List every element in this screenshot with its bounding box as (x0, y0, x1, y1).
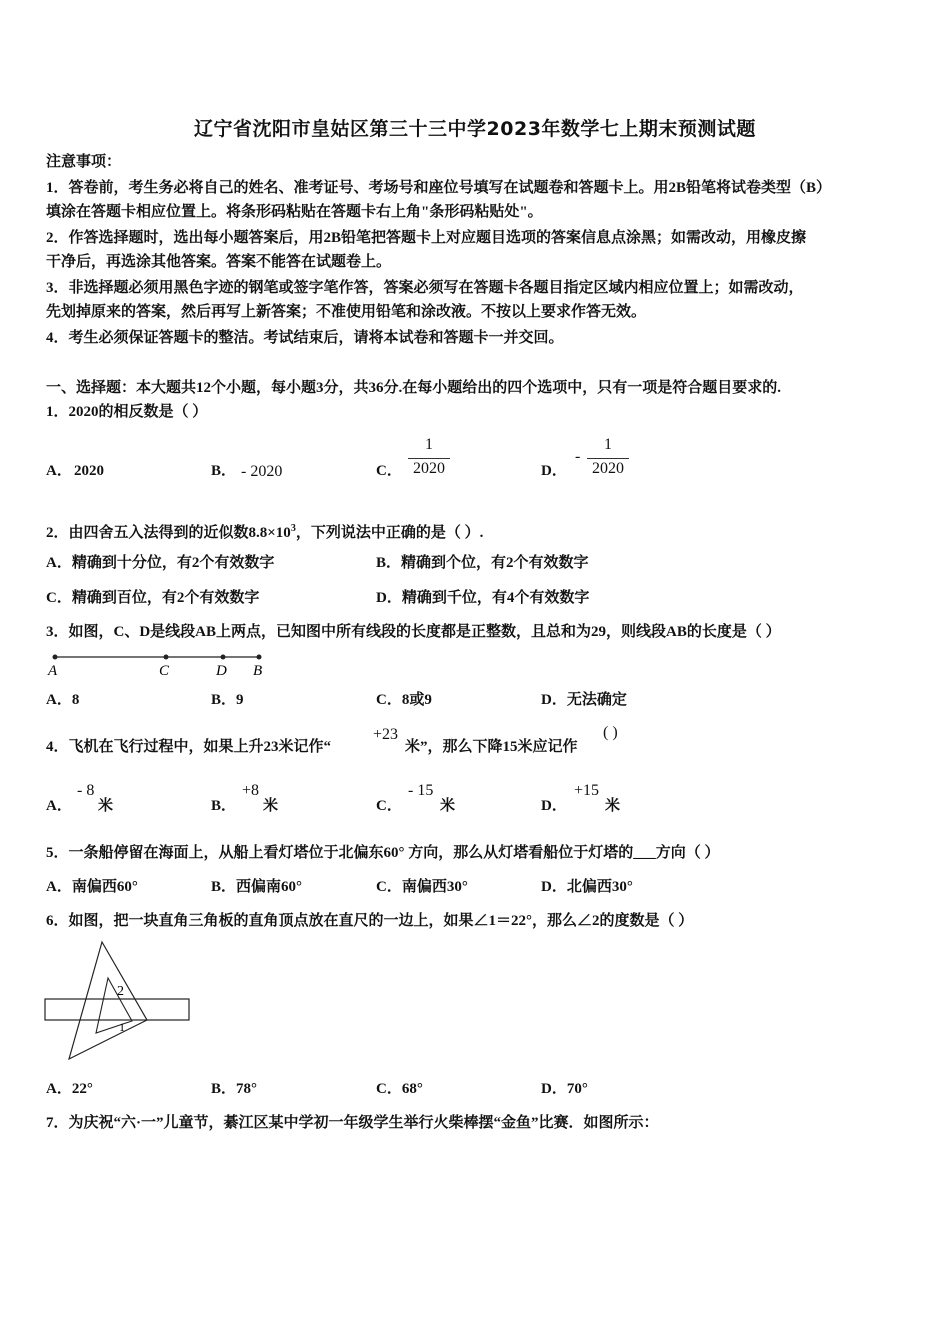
question-7-stem: 7．为庆祝“六·一”儿童节，綦江区某中学初一年级学生举行火柴棒摆“金鱼”比赛．如图所示： (46, 1115, 659, 1131)
q3-option-c: C．8或9 (376, 692, 432, 708)
fraction-denominator: 2020 (592, 460, 624, 477)
q4-option-b-unit: 米 (263, 798, 279, 814)
q2-option-a: A．精确到十分位，有2个有效数字 (46, 555, 275, 571)
notice-line: 2．作答选择题时，选出每小题答案后，用2B铅笔把答题卡上对应题目选项的答案信息点涂黑；如需改动，用橡皮擦 (46, 230, 807, 246)
triangle-inner (96, 978, 132, 1033)
ruler (45, 999, 189, 1020)
q5-option-d: D．北偏西30° (541, 879, 633, 895)
q3-option-a: A．8 (46, 692, 80, 708)
q2-option-c: C．精确到百位，有2个有效数字 (46, 590, 260, 606)
notice-line: 3．非选择题必须用黑色字迹的钢笔或签字笔作答，答案必须写在答题卡各题目指定区域内相应位置上；如需改动， (46, 280, 804, 296)
question-1-stem: 1．2020的相反数是（ ） (46, 404, 208, 420)
q4-option-c-label: C． (376, 798, 402, 814)
q3-line-segment-figure (44, 650, 274, 680)
q6-option-c: C．68° (376, 1081, 423, 1097)
triangle-outer (69, 942, 147, 1059)
q4-stem-post: 米”，那么下降15米应记作 (405, 739, 578, 755)
q4-option-c-unit: 米 (440, 798, 456, 814)
q2-stem-post: ，下列说法中正确的是（ ）. (295, 525, 484, 541)
point-d (221, 655, 226, 660)
notice-line: 先划掉原来的答案，然后再写上新答案；不准使用铅笔和涂改液。不按以上要求作答无效。 (46, 304, 647, 320)
q1-option-b-label: B． (211, 463, 237, 479)
q4-option-b-label: B． (211, 798, 237, 814)
q4-option-c-value: - 15 (408, 782, 434, 799)
q4-option-a-unit: 米 (98, 798, 114, 814)
label-d: D (216, 663, 227, 679)
q2-option-d: D．精确到千位，有4个有效数字 (376, 590, 590, 606)
q4-option-a-value: - 8 (77, 782, 95, 799)
notice-line: 干净后，再选涂其他答案。答案不能答在试题卷上。 (46, 254, 392, 270)
question-2-stem (46, 519, 483, 543)
fraction-numerator: 1 (604, 436, 612, 453)
angle-2-label: 2 (117, 984, 124, 999)
q1-option-d-fraction (587, 436, 629, 482)
q1-option-a-value: 2020 (74, 463, 104, 479)
q1-option-c-label: C． (376, 463, 402, 479)
q1-option-d-label: D． (541, 463, 567, 479)
page-title: 辽宁省沈阳市皇姑区第三十三中学2023年数学七上期末预测试题 (194, 118, 756, 140)
q4-option-d-label: D． (541, 798, 567, 814)
label-b: B (253, 663, 263, 679)
q3-option-b: B．9 (211, 692, 244, 708)
point-b (257, 655, 262, 660)
q6-triangle-ruler-figure (40, 938, 200, 1066)
q5-option-a: A．南偏西60° (46, 879, 138, 895)
q6-option-b: B．78° (211, 1081, 258, 1097)
q4-option-b-value: +8 (242, 782, 260, 799)
q4-answer-paren: ( ) (603, 724, 618, 741)
q2-stem-exponent: 3 (290, 523, 296, 534)
q5-option-b: B．西偏南60° (211, 879, 303, 895)
notice-line: 1．答卷前，考生务必将自己的姓名、准考证号、考场号和座位号填写在试题卷和答题卡上。用2B铅笔将试卷类型（B） (46, 180, 832, 196)
fraction-numerator: 1 (425, 436, 433, 453)
q1-option-d-sign: - (575, 448, 581, 465)
q2-stem-pre: 2．由四舍五入法得到的近似数8.8×10 (46, 525, 291, 541)
label-c: C (159, 663, 170, 679)
q2-option-b: B．精确到个位，有2个有效数字 (376, 555, 589, 571)
notice-heading: 注意事项： (46, 154, 122, 170)
fraction-bar (587, 458, 629, 459)
q6-option-a: A．22° (46, 1081, 93, 1097)
fraction-bar (408, 458, 450, 459)
q6-option-d: D．70° (541, 1081, 588, 1097)
q4-option-d-value: +15 (574, 782, 600, 799)
q4-stem-pre: 4．飞机在飞行过程中，如果上升23米记作“ (46, 739, 332, 755)
q5-option-c: C．南偏西30° (376, 879, 468, 895)
q4-option-d-unit: 米 (605, 798, 621, 814)
q1-option-b-value: - 2020 (241, 463, 283, 480)
q4-option-a-label: A． (46, 798, 72, 814)
question-5-stem: 5．一条船停留在海面上，从船上看灯塔位于北偏东60° 方向，那么从灯塔看船位于灯塔的___方向（ ） (46, 845, 720, 861)
fraction-denominator: 2020 (413, 460, 445, 477)
point-a (53, 655, 58, 660)
notice-line: 填涂在答题卡相应位置上。将条形码粘贴在答题卡右上角"条形码粘贴处"。 (46, 204, 543, 220)
question-6-stem: 6．如图，把一块直角三角板的直角顶点放在直尺的一边上，如果∠1＝22°，那么∠2的度数是（ ） (46, 913, 694, 929)
q3-option-d: D．无法确定 (541, 692, 627, 708)
label-a: A (48, 663, 58, 679)
angle-1-label: 1 (119, 1020, 125, 1034)
q1-option-c-fraction (408, 436, 450, 482)
question-3-stem: 3．如图，C、D是线段AB上两点，已知图中所有线段的长度都是正整数，且总和为29，则线段AB的长度是（ ） (46, 624, 781, 640)
notice-line: 4．考生必须保证答题卡的整洁。考试结束后，请将本试卷和答题卡一并交回。 (46, 330, 564, 346)
q1-option-a-label: A． (46, 463, 72, 479)
section-heading: 一、选择题：本大题共12个小题，每小题3分，共36分.在每小题给出的四个选项中，只有一项是符合题目要求的. (46, 380, 782, 396)
point-c (164, 655, 169, 660)
q4-stem-value: +23 (373, 726, 399, 743)
